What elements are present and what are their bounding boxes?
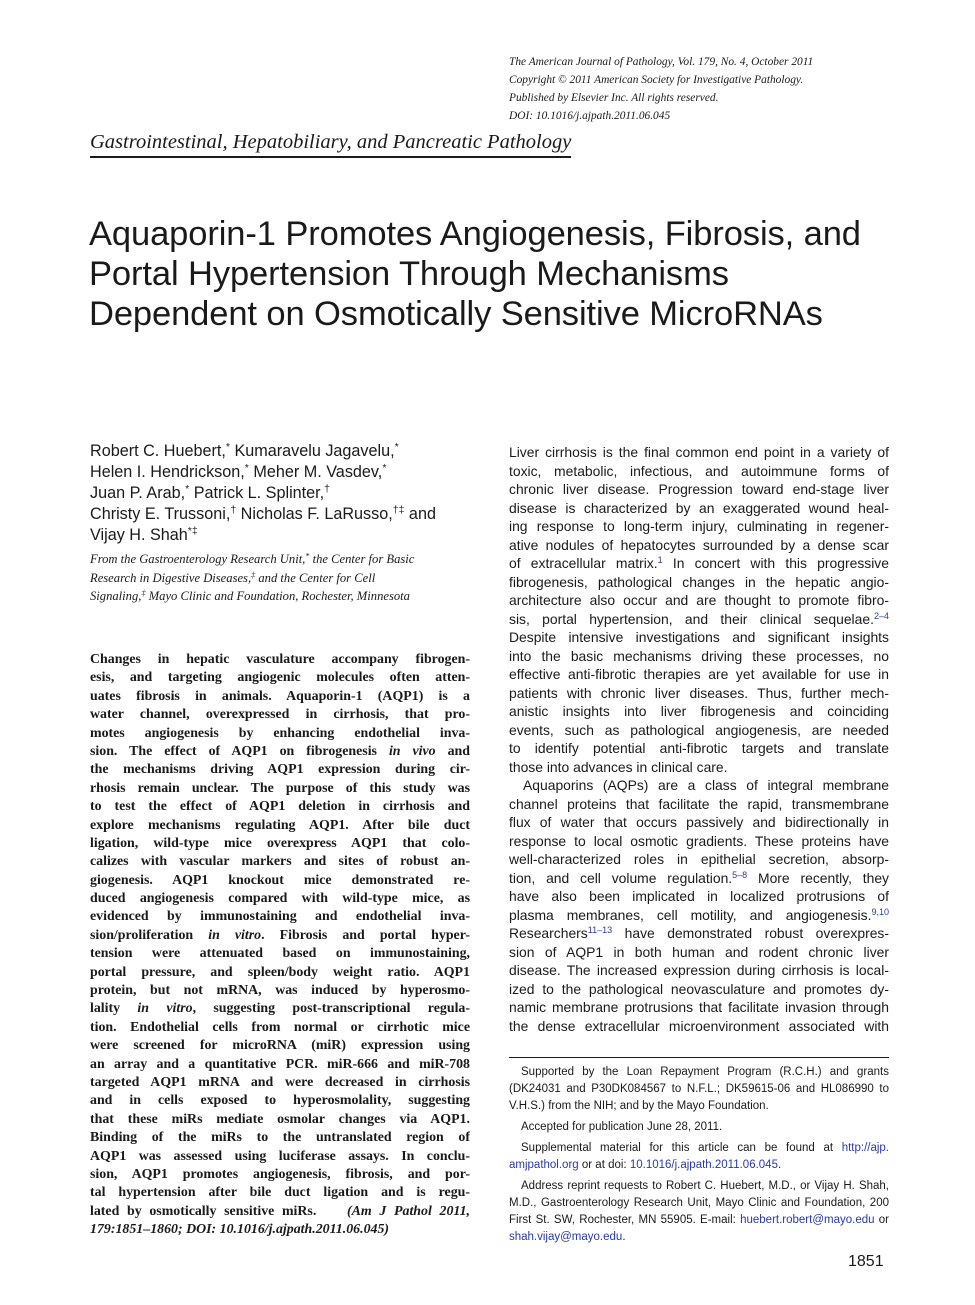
author-line: Vijay H. Shah*‡ — [90, 525, 198, 544]
abstract-line: tion. Endothelial cells from normal or cirrhotic mice — [90, 1019, 470, 1035]
reference-link[interactable]: 2–4 — [873, 610, 889, 621]
body-line: disease is characterized by an exaggerated wound heal- — [509, 499, 889, 516]
body-line: disease. The increased expression during cirrhosis is local- — [509, 962, 889, 978]
author-line: Juan P. Arab,* Patrick L. Splinter,† — [90, 483, 331, 502]
doi-link[interactable]: 10.1016/j.ajpath.2011.06.045 — [629, 1159, 778, 1171]
abstract-line: portal pressure, and spleen/body weight ratio. AQP1 — [90, 964, 470, 980]
footnote-line: Supplemental material for this article can be found at http://ajp. — [521, 1142, 889, 1154]
publisher-line: Published by Elsevier Inc. All rights reserved. — [509, 92, 719, 104]
affiliation-line: Research in Digestive Diseases,‡ and the Center for Cell — [90, 570, 376, 585]
journal-volume-line: The American Journal of Pathology, Vol. 179, No. 4, October 2011 — [509, 56, 814, 68]
abstract-line: evidenced by immunostaining and endothelial inva- — [90, 909, 470, 925]
body-line: effective anti-fibrotic therapies are yet available for use in — [509, 666, 889, 682]
copyright-line: Copyright © 2011 American Society for Investigative Pathology. — [509, 74, 804, 86]
body-line: response to local osmotic gradients. These proteins have — [509, 832, 889, 849]
footnote-divider — [509, 1057, 889, 1058]
abstract-line: sion/proliferation in vitro. Fibrosis and portal hyper- — [90, 927, 470, 943]
abstract-line: calizes with vascular markers and sites of robust an- — [90, 854, 470, 870]
body-line: into the basic mechanisms driving these processes, no — [509, 647, 889, 664]
abstract-line: ligation, wild-type mice overexpress AQP1 that colo- — [90, 835, 470, 851]
body-line: tion, and cell volume regulation.$^{5-8}$ More recently, they — [509, 869, 889, 886]
body-line: to identify potential anti-fibrotic targets and translate — [509, 740, 889, 756]
footnote-line: Accepted for publication June 28, 2011. — [521, 1121, 723, 1133]
body-line: Despite intensive investigations and significant insights — [509, 629, 889, 645]
footnote-line: V.H.S.) from the NIH; and by the Mayo Foundation. — [509, 1100, 769, 1112]
affiliation-line: Signaling,‡ Mayo Clinic and Foundation, Rochester, Minnesota — [90, 588, 410, 604]
body-line: of extracellular matrix.$^1$ In concert with this progressive — [509, 555, 889, 571]
author-list — [90, 441, 490, 546]
body-line: Liver cirrhosis is the final common end point in a variety of — [509, 444, 889, 460]
reference-link[interactable]: 9,10 — [871, 906, 889, 917]
footnote-line: First St. SW, Rochester, MN 55905. E-mail: huebert.robert@mayo.edu or — [509, 1214, 889, 1226]
reference-link[interactable]: 11–13 — [587, 925, 613, 936]
abstract-line: rhosis remain unclear. The purpose of this study was — [90, 780, 470, 796]
author-line: Christy E. Trussoni,† Nicholas F. LaRusso,†‡ and — [90, 504, 436, 523]
title-line: Dependent on Osmotically Sensitive MicroRNAs — [89, 295, 823, 333]
supplement-link[interactable]: amjpathol.org — [509, 1159, 579, 1171]
abstract-line: Changes in hepatic vasculature accompany fibrogen- — [90, 652, 470, 667]
abstract-line: tension were attenuated based on immunostaining, — [90, 946, 470, 962]
abstract-line: uates fibrosis in animals. Aquaporin-1 (AQP1) is a — [90, 688, 470, 704]
abstract-line — [90, 1221, 470, 1239]
body-line: fibrogenesis, pathological changes in the hepatic angio- — [509, 573, 889, 590]
abstract-line: protein, but not mRNA, was induced by hyperosmo- — [90, 983, 470, 999]
abstract-line: AQP1 was assessed using luciferase assays. In conclu- — [90, 1148, 470, 1164]
body-line: sion of AQP1 in both human and rodent chronic liver — [509, 943, 889, 960]
abstract-line: lality in vitro, suggesting post-transcriptional regula- — [90, 1001, 470, 1017]
footnote-line: Supported by the Loan Repayment Program (R.C.H.) and grants — [521, 1066, 889, 1078]
title-line: Aquaporin-1 Promotes Angiogenesis, Fibrosis, and — [89, 215, 861, 253]
affiliation — [90, 550, 470, 606]
journal-citation-header — [509, 53, 949, 125]
author-line: Robert C. Huebert,* Kumaravelu Jagavelu,* — [90, 441, 399, 460]
footnote-line: shah.vijay@mayo.edu. — [509, 1231, 626, 1243]
body-line: well-characterized roles in epithelial secretion, absorp- — [509, 851, 889, 867]
body-line: ing response to long-term injury, culminating in regener- — [509, 518, 889, 534]
citation-text: (Am J Pathol 2011, — [347, 1203, 470, 1219]
body-line: flux of water that occurs passively and bidirectionally in — [509, 814, 889, 830]
citation-text: 179:1851–1860; DOI: 10.1016/j.ajpath.2011.06.045) — [90, 1222, 390, 1238]
abstract-line: duced angiogenesis compared with wild-type mice, as — [90, 891, 470, 907]
section-heading: Gastrointestinal, Hepatobiliary, and Pancreatic Pathology — [90, 131, 571, 158]
email-link[interactable]: huebert.robert@mayo.edu — [740, 1214, 875, 1226]
abstract — [90, 651, 470, 1240]
body-line: Aquaporins (AQPs) are a class of integral membrane — [523, 777, 889, 793]
body-line: those into advances in clinical care. — [509, 758, 728, 775]
reference-link[interactable]: 1 — [657, 555, 663, 566]
abstract-line: water channel, overexpressed in cirrhosis, that pro- — [90, 707, 470, 723]
doi-line: DOI: 10.1016/j.ajpath.2011.06.045 — [509, 110, 671, 122]
footnote-line: amjpathol.org or at doi: 10.1016/j.ajpath.2011.06.045. — [509, 1159, 782, 1171]
body-line: ized to the pathological neovasculature and promotes dy- — [509, 980, 889, 997]
body-line: sis, portal hypertension, and their clinical sequelae.$^{2-4}$ — [509, 610, 889, 627]
abstract-line: the mechanisms driving AQP1 expression during cir- — [90, 762, 470, 778]
introduction-text — [509, 443, 889, 1035]
abstract-line: were screened for microRNA (miR) expression using — [90, 1038, 470, 1054]
body-line: plasma membranes, cell motility, and angiogenesis.$^{9,10}$ — [509, 906, 889, 923]
footnote-line: M.D., Gastroenterology Research Unit, Mayo Clinic and Foundation, 200 — [509, 1197, 889, 1209]
body-line: ative nodules of hepatocytes surrounded by a dense scar — [509, 536, 889, 553]
author-line: Helen I. Hendrickson,* Meher M. Vasdev,* — [90, 462, 387, 481]
abstract-line: lated by osmotically sensitive miRs. (Am J Pathol 2011, — [90, 1203, 470, 1219]
footnotes — [509, 1064, 889, 1246]
body-line: channel proteins that facilitate the rapid, transmembrane — [509, 795, 889, 812]
abstract-line: and in cells exposed to hyperosmolality, suggesting — [90, 1093, 470, 1109]
abstract-line: that these miRs mediate osmolar changes via AQP1. — [90, 1111, 470, 1127]
abstract-line: to test the effect of AQP1 deletion in cirrhosis and — [90, 799, 470, 815]
abstract-line: sion, AQP1 promotes angiogenesis, fibrosis, and por- — [90, 1166, 470, 1182]
abstract-line: an array and a quantitative PCR. miR-666 and miR-708 — [90, 1056, 470, 1072]
abstract-line: sion. The effect of AQP1 on fibrogenesis in vivo and — [90, 743, 470, 759]
affiliation-line: From the Gastroenterology Research Unit,* the Center for Basic — [90, 551, 415, 566]
article-title — [89, 214, 949, 334]
abstract-line: esis, and targeting angiogenic molecules often atten- — [90, 670, 470, 686]
page-number: 1851 — [848, 1253, 884, 1270]
body-line: Researchers$^{11-13}$ have demonstrated robust overexpres- — [509, 925, 889, 941]
body-line: architecture also occur and are thought to promote fibro- — [509, 592, 889, 608]
body-line: patients with chronic liver diseases. Thus, further mech- — [509, 684, 889, 701]
abstract-line: motes angiogenesis by enhancing endothelial inva- — [90, 725, 470, 741]
email-link[interactable]: shah.vijay@mayo.edu — [509, 1231, 623, 1243]
body-line: namic membrane protrusions that facilitate invasion through — [509, 999, 889, 1015]
footnote-line: Address reprint requests to Robert C. Huebert, M.D., or Vijay H. Shah, — [521, 1180, 889, 1192]
abstract-line: explore mechanisms regulating AQP1. After bile duct — [90, 817, 470, 833]
body-line: anistic insights into liver fibrogenesis and coinciding — [509, 703, 889, 719]
body-line: chronic liver disease. Progression toward end-stage liver — [509, 481, 889, 497]
body-line: events, such as pathological angiogenesis, are needed — [509, 721, 889, 738]
supplement-link[interactable]: http://ajp. — [841, 1142, 889, 1154]
abstract-line: targeted AQP1 mRNA and were decreased in cirrhosis — [90, 1074, 470, 1090]
title-line: Portal Hypertension Through Mechanisms — [89, 255, 729, 293]
abstract-line: tal hypertension after bile duct ligation and is regu- — [90, 1185, 470, 1201]
body-line: the dense extracellular microenvironment associated with — [509, 1017, 889, 1034]
reference-link[interactable]: 5–8 — [732, 869, 748, 880]
abstract-line: Binding of the miRs to the untranslated region of — [90, 1130, 470, 1146]
footnote-line: (DK24031 and P30DK084567 to N.F.L.; DK59615-06 and HL086990 to — [509, 1083, 889, 1095]
abstract-line: giogenesis. AQP1 knockout mice demonstrated re- — [90, 872, 470, 888]
body-line: toxic, metabolic, infectious, and autoimmune forms of — [509, 462, 889, 479]
body-line: have also been implicated in localized protrusions of — [509, 888, 889, 904]
